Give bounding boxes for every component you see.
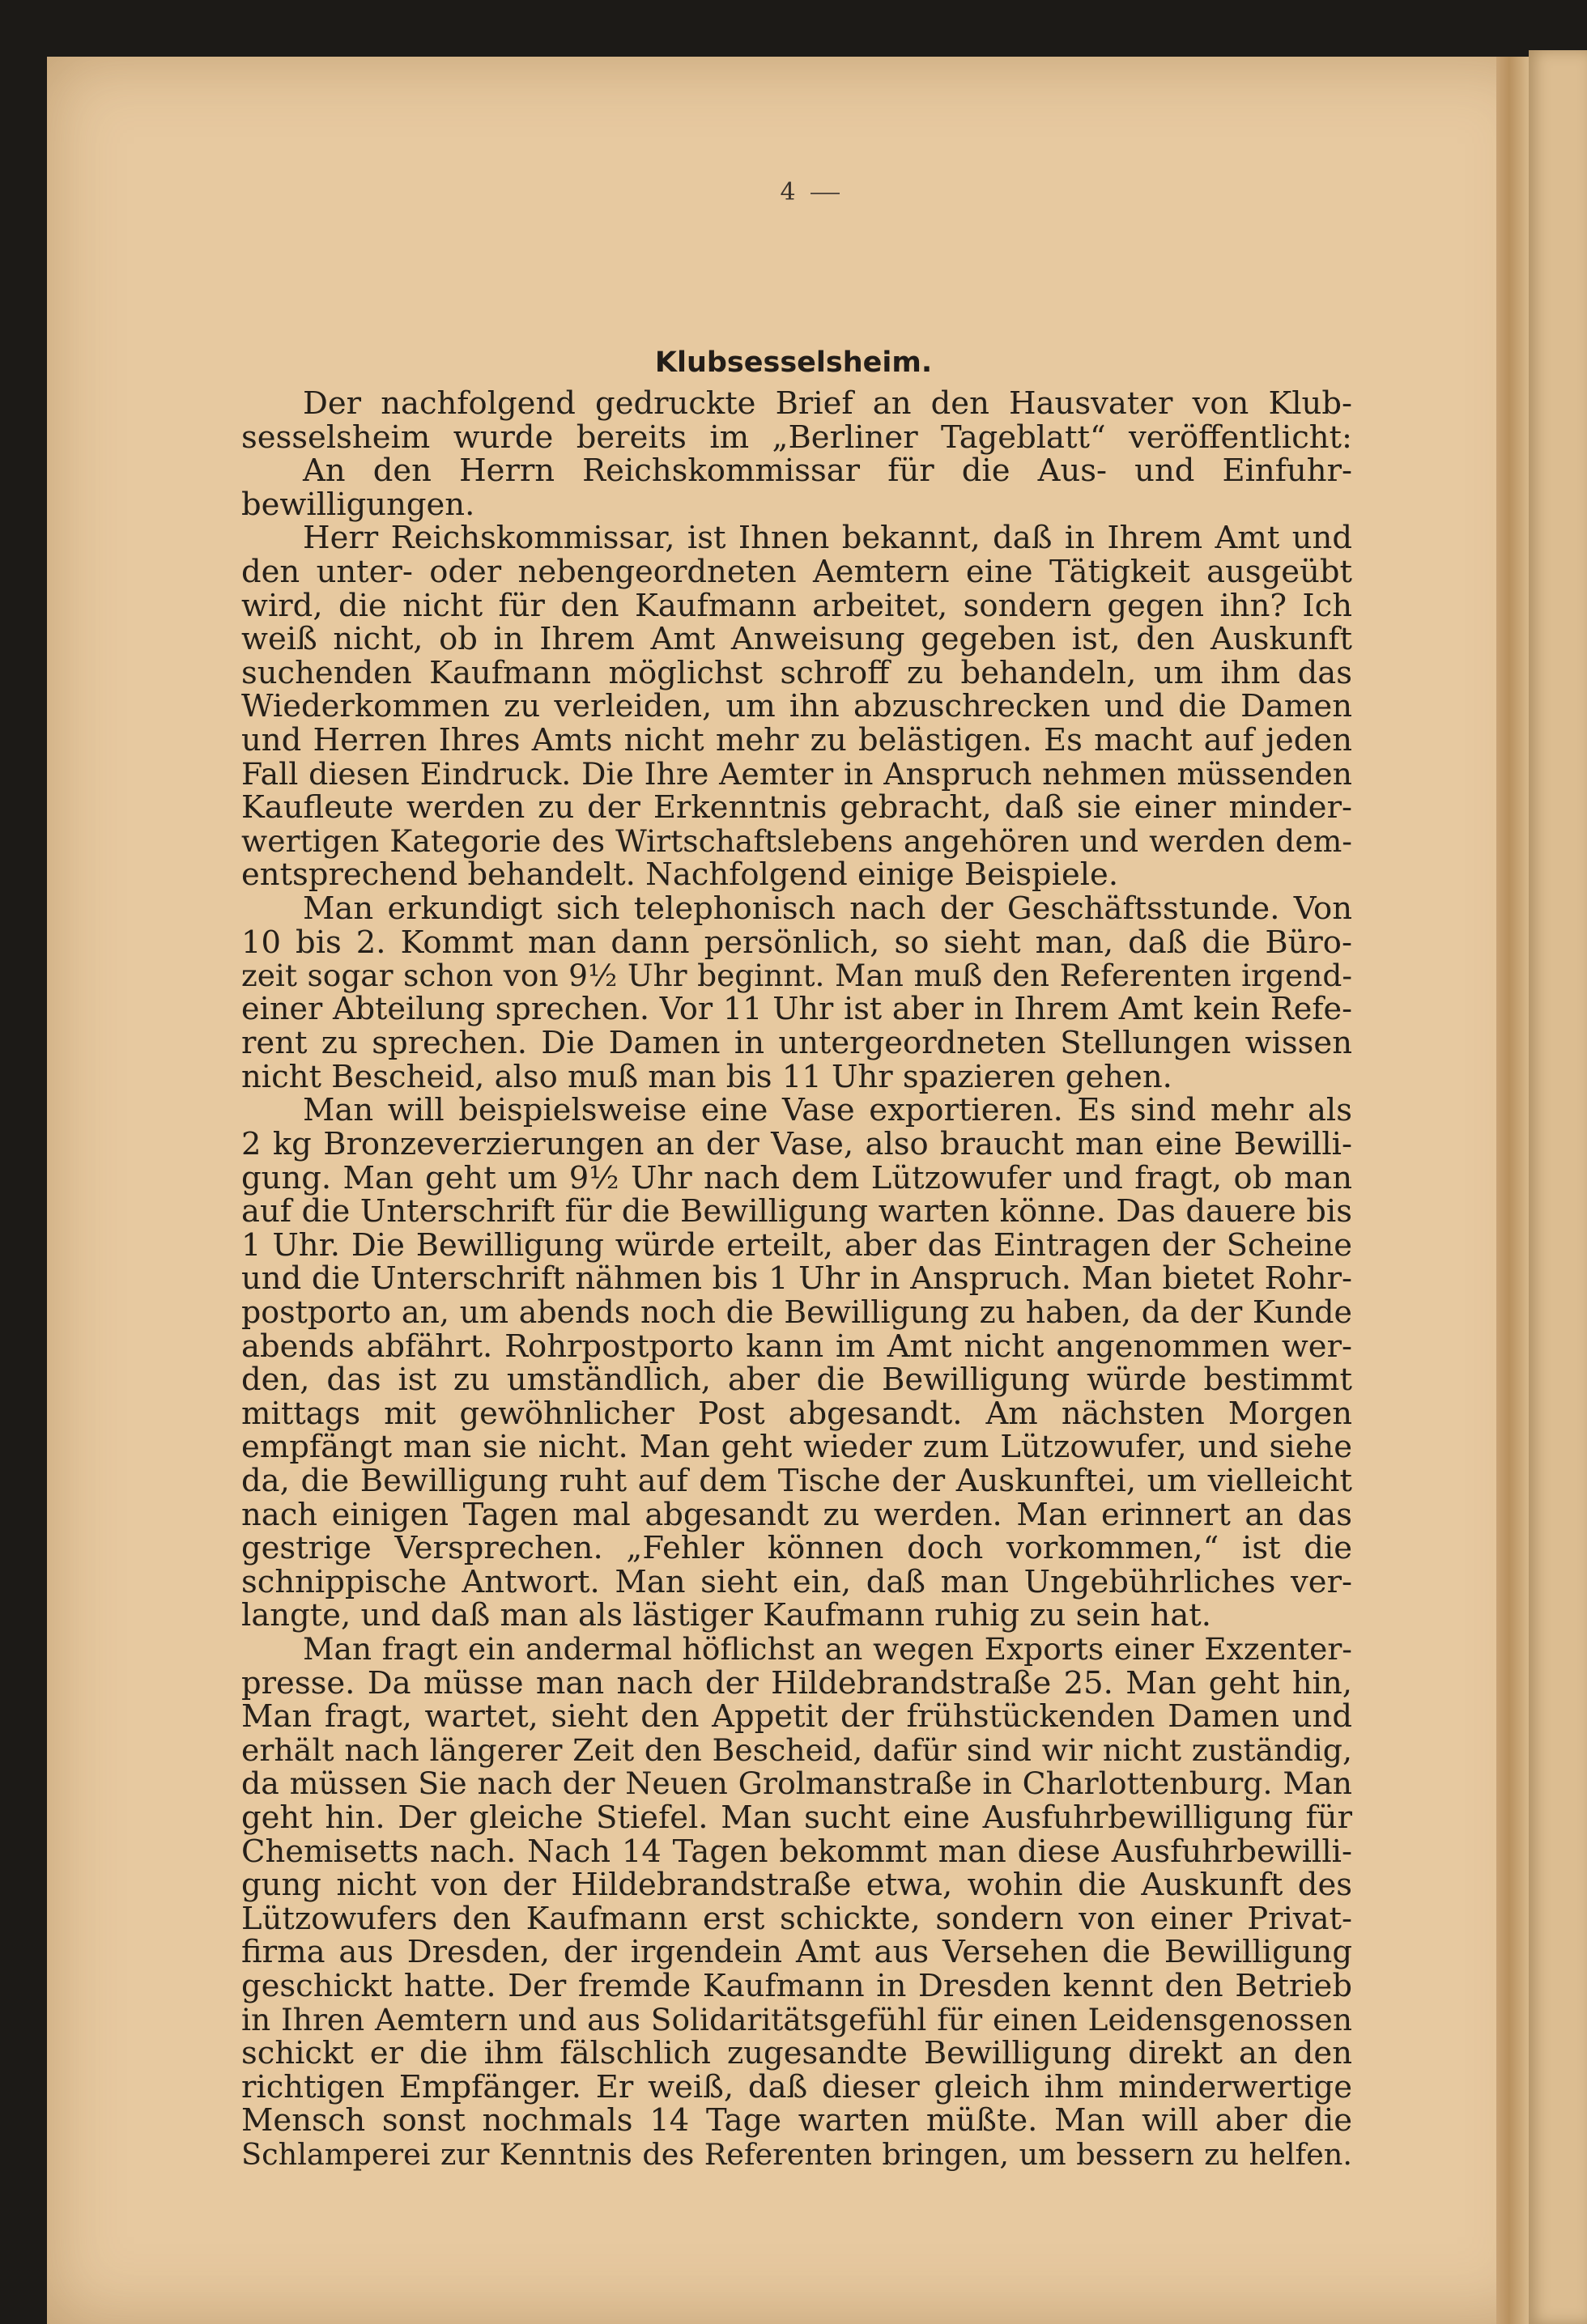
text-line: gung. Man geht um 9½ Uhr nach dem Lützowufer und fragt, ob man bbox=[241, 1159, 1352, 1196]
text-line: richtigen Empfänger. Er weiß, daß dieser gleich ihm minderwertige bbox=[241, 2068, 1352, 2105]
text-line: wertigen Kategorie des Wirtschaftslebens angehören und werden dem- bbox=[241, 822, 1352, 859]
text-line: mittags mit gewöhnlicher Post abgesandt. Am nächsten Morgen bbox=[241, 1395, 1352, 1432]
text-line: zeit sogar schon von 9½ Uhr beginnt. Man muß den Referenten irgend- bbox=[241, 958, 1352, 994]
text-line: Chemisetts nach. Nach 14 Tagen bekommt man diese Ausfuhrbewilli- bbox=[241, 1833, 1352, 1870]
text-line: da müssen Sie nach der Neuen Grolmanstraße in Charlottenburg. Man bbox=[241, 1765, 1352, 1802]
text-line: gestrige Versprechen. „Fehler können doch vorkommen,“ ist die bbox=[241, 1530, 1352, 1567]
text-line: wird, die nicht für den Kaufmann arbeitet, sondern gegen ihn? Ich bbox=[241, 587, 1352, 624]
text-line: firma aus Dresden, der irgendein Amt aus Versehen die Bewilligung bbox=[241, 1934, 1352, 1971]
text-line: 1 Uhr. Die Bewilligung würde erteilt, aber das Eintragen der Scheine bbox=[241, 1226, 1352, 1264]
page-number-dash bbox=[811, 193, 840, 194]
page-number-value: 4 bbox=[780, 178, 799, 206]
text-line: Der nachfolgend gedruckte Brief an den Hausvater von Klub- bbox=[303, 385, 1352, 422]
text-line: den, das ist zu umständlich, aber die Bewilligung würde bestimmt bbox=[241, 1362, 1352, 1399]
text-line: Wiederkommen zu verleiden, um ihn abzuschrecken und die Damen bbox=[241, 688, 1352, 725]
text-line: geht hin. Der gleiche Stiefel. Man sucht eine Ausfuhrbewilligung für bbox=[241, 1799, 1352, 1836]
text-line: gung nicht von der Hildebrandstraße etwa, wohin die Auskunft des bbox=[241, 1867, 1352, 1904]
text-line: abends abfährt. Rohrpostporto kann im Amt nicht angenommen wer- bbox=[241, 1328, 1352, 1365]
text-line: Man erkundigt sich telephonisch nach der Geschäftsstunde. Von bbox=[303, 890, 1352, 927]
text-line: 10 bis 2. Kommt man dann persönlich, so sieht man, daß die Büro- bbox=[241, 924, 1352, 961]
text-line: An den Herrn Reichskommissar für die Aus- und Einfuhr- bbox=[303, 452, 1352, 490]
text-line: in Ihren Aemtern und aus Solidaritätsgefühl für einen Leidensgenossen bbox=[241, 2001, 1352, 2037]
body-text bbox=[241, 387, 1352, 2205]
text-line: Man fragt, wartet, sieht den Appetit der frühstückenden Damen und bbox=[241, 1698, 1352, 1736]
text-line: den unter- oder nebengeordneten Aemtern eine Tätigkeit ausgeübt bbox=[241, 553, 1352, 590]
text-line: Lützowufers den Kaufmann erst schickte, sondern von einer Privat- bbox=[241, 1900, 1352, 1937]
text-line: und Herren Ihres Amts nicht mehr zu belästigen. Es macht auf jeden bbox=[241, 721, 1352, 758]
text-line: nicht Bescheid, also muß man bis 11 Uhr spazieren gehen. bbox=[241, 1058, 1172, 1095]
page-heading: Klubsesselsheim. bbox=[654, 346, 933, 379]
text-line: Mensch sonst nochmals 14 Tage warten müßte. Man will aber die bbox=[241, 2102, 1352, 2139]
text-line: schnippische Antwort. Man sieht ein, daß man Ungebührliches ver- bbox=[241, 1563, 1352, 1600]
text-line: auf die Unterschrift für die Bewilligung warten könne. Das dauere bis bbox=[241, 1193, 1352, 1230]
page-gutter bbox=[1496, 57, 1529, 2324]
text-line: rent zu sprechen. Die Damen in untergeordneten Stellungen wissen bbox=[241, 1025, 1352, 1062]
text-line: suchenden Kaufmann möglichst schroff zu behandeln, um ihm das bbox=[241, 654, 1352, 691]
text-line: Schlamperei zur Kenntnis des Referenten bringen, um bessern zu helfen. bbox=[241, 2136, 1352, 2172]
text-line: bewilligungen. bbox=[241, 486, 475, 523]
text-line: 2 kg Bronzeverzierungen an der Vase, also braucht man eine Bewilli- bbox=[241, 1126, 1352, 1163]
text-line: erhält nach längerer Zeit den Bescheid, dafür sind wir nicht zuständig, bbox=[241, 1731, 1352, 1768]
facing-page-edge bbox=[1529, 50, 1587, 2324]
text-line: postporto an, um abends noch die Bewilligung zu haben, da der Kunde bbox=[241, 1294, 1352, 1331]
text-line: Man will beispielsweise eine Vase exportieren. Es sind mehr als bbox=[303, 1092, 1352, 1129]
text-line: empfängt man sie nicht. Man geht wieder zum Lützowufer, und siehe bbox=[241, 1429, 1352, 1466]
text-line: presse. Da müsse man nach der Hildebrandstraße 25. Man geht hin, bbox=[241, 1664, 1352, 1702]
text-line: geschickt hatte. Der fremde Kaufmann in Dresden kennt den Betrieb bbox=[241, 1967, 1352, 2004]
text-line: Fall diesen Eindruck. Die Ihre Aemter in Anspruch nehmen müssenden bbox=[241, 755, 1352, 792]
text-line: langte, und daß man als lästiger Kaufmann ruhig zu sein hat. bbox=[241, 1597, 1212, 1634]
text-line: Man fragt ein andermal höflichst an wegen Exports einer Exzenter- bbox=[303, 1630, 1352, 1667]
text-line: nach einigen Tagen mal abgesandt zu werden. Man erinnert an das bbox=[241, 1496, 1352, 1533]
text-line bbox=[241, 2171, 1352, 2205]
text-line: Kaufleute werden zu der Erkenntnis gebracht, daß sie einer minder- bbox=[241, 789, 1352, 826]
text-line: und die Unterschrift nähmen bis 1 Uhr in Anspruch. Man bietet Rohr- bbox=[241, 1260, 1352, 1298]
text-line: sesselsheim wurde bereits im „Berliner Tageblatt“ veröffentlicht: bbox=[241, 418, 1352, 456]
text-line: einer Abteilung sprechen. Vor 11 Uhr ist aber in Ihrem Amt kein Refe- bbox=[241, 991, 1352, 1027]
text-line: da, die Bewilligung ruht auf dem Tische der Auskunftei, um vielleicht bbox=[241, 1463, 1352, 1499]
text-line: entsprechend behandelt. Nachfolgend einige Beispiele. bbox=[241, 856, 1119, 894]
text-line: schickt er die ihm fälschlich zugesandte Bewilligung direkt an den bbox=[241, 2035, 1352, 2072]
page-number bbox=[729, 178, 891, 206]
text-line: Herr Reichskommissar, ist Ihnen bekannt, daß in Ihrem Amt und bbox=[303, 520, 1352, 557]
text-line: weiß nicht, ob in Ihrem Amt Anweisung gegeben ist, den Auskunft bbox=[241, 621, 1352, 658]
